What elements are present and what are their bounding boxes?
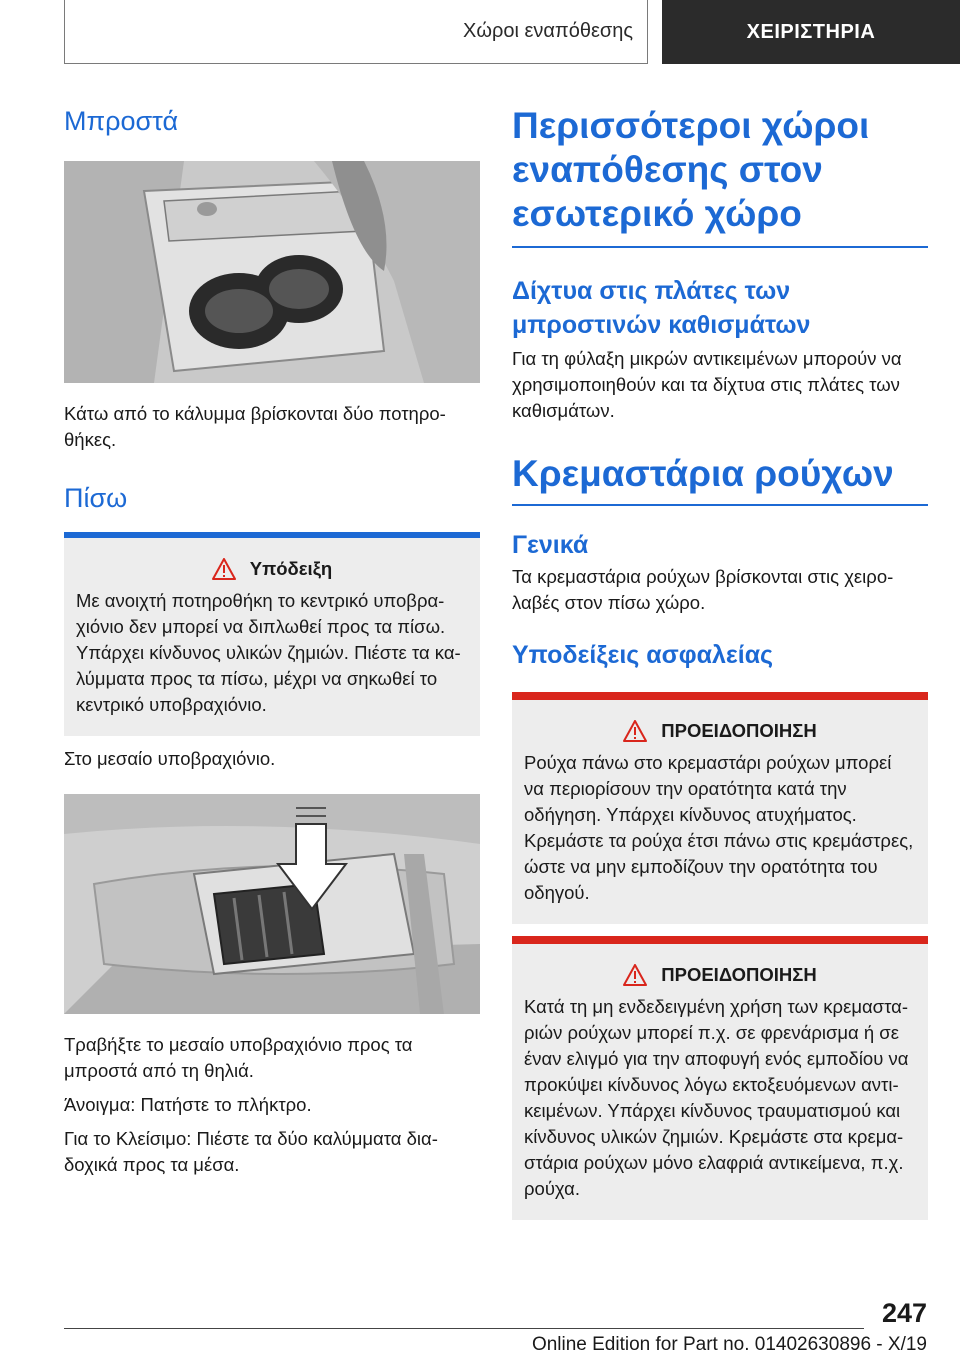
warning-box-1 [512,692,928,924]
front-caption: Κάτω από το κάλυμμα βρίσκονται δύο ποτηρο‐ θήκες. [64,403,446,450]
left-column [64,96,480,1178]
nets-heading: Δίχτυα στις πλάτες των μπροστινών καθισμάτων [512,277,811,339]
main-heading-rule [512,246,928,248]
warning-box-2 [512,936,928,1220]
note-body: Με ανοιχτή ποτηροθήκη το κεντρικό υποβρα‐ χιόνιο δεν μπορεί να διπλωθεί προς τα πίσω. Υπάρχει κίνδυνος υλικών ζημιών. Πιέστε τα κα‐ λύμματα προς τα πίσω, μέχρι να σηκωθεί το κεντρικό υποβραχιόνιο. [76,590,461,715]
warning-content-2 [512,944,928,1220]
page-number: 247 [881,1298,927,1328]
hooks-heading-rule [512,504,928,506]
footer-edition: Online Edition for Part no. 01402630896 - X/19 [531,1334,927,1355]
armrest-photo [64,794,480,1014]
note-box [64,538,480,736]
cupholder-photo [64,161,480,383]
nets-body: Για τη φύλαξη μικρών αντικειμένων μπορούν να χρησιμοποιηθούν και τα δίχτυα στις πλάτες των καθισμάτων. [512,348,902,421]
rear-step-3: Για το Κλείσιμο: Πιέστε τα δύο καλύμματα δια‐ δοχικά προς τα μέσα. [64,1128,438,1175]
header-chapter-label: ΧΕΙΡΙΣΤΗΡΙΑ [746,20,876,43]
header-section-title [64,0,648,64]
armrest-illustration [64,794,480,1014]
warning-body-2: Κατά τη μη ενδεδειγμένη χρήση των κρεμαστα‐ ριών ρούχων μπορεί π.χ. σε φρενάρισμα ή σε έναν ελιγμό για την αποφυγή ενός εμποδίου να προκύψει κίνδυνος λόγω εκτοξευόμενων αντι‐ κειμένων. Υπάρχει κίνδυνος τραυματισμού και κίνδυνος υλικών ζημιών. Κρεμάστε στα κρεμα‐ στάρια ρούχων μόνο ελαφριά αντικείμενα, π.χ. ρούχα. [524,996,909,1199]
rear-intro: Στο μεσαίο υποβραχιόνιο. [64,748,276,769]
warning-icon [623,964,647,986]
front-heading: Μπροστά [64,106,179,136]
rear-step-2: Άνοιγμα: Πατήστε το πλήκτρο. [64,1094,312,1115]
main-heading: Περισσότεροι χώροι εναπόθεσης στον εσωτερικό χώρο [512,105,870,234]
warning-bar-1 [512,692,928,700]
warning-bar-2 [512,936,928,944]
general-body: Τα κρεμαστάρια ρούχων βρίσκονται στις χειρο‐ λαβές στον πίσω χώρο. [512,566,894,613]
note-title-row [76,558,468,580]
warning-title-row-1 [524,720,916,742]
header-chapter-tab [662,0,960,64]
warning-title-2: ΠΡΟΕΙΔΟΠΟΙΗΣΗ [661,964,817,985]
warning-title-row-2 [524,964,916,986]
caution-icon [212,558,236,580]
general-heading: Γενικά [512,531,589,559]
note-title: Υπόδειξη [249,558,333,579]
footer-rule [64,1328,864,1329]
warning-title-1: ΠΡΟΕΙΔΟΠΟΙΗΣΗ [661,720,817,741]
header-section-label: Χώροι εναπόθεσης [463,20,633,42]
hooks-heading: Κρεμαστάρια ρούχων [512,453,894,494]
cupholder-illustration [64,161,480,383]
safety-heading: Υποδείξεις ασφαλείας [512,641,774,669]
warning-icon [623,720,647,742]
warning-body-1: Ρούχα πάνω στο κρεμαστάρι ρούχων μπορεί να περιορίσουν την ορατότητα κατά την οδήγηση. Υπάρχει κίνδυνος ατυχήματος. Κρεμάστε τα ρούχα έτσι πάνω στις κρεμάστρες, ώστε να μην εμποδίζουν την ορατότητα του οδηγού. [524,752,914,903]
rear-step-1: Τραβήξτε το μεσαίο υποβραχιόνιο προς τα μπροστά από τη θηλιά. [64,1034,413,1081]
right-column [512,96,928,1220]
warning-content-1 [512,700,928,924]
rear-heading: Πίσω [64,483,128,513]
